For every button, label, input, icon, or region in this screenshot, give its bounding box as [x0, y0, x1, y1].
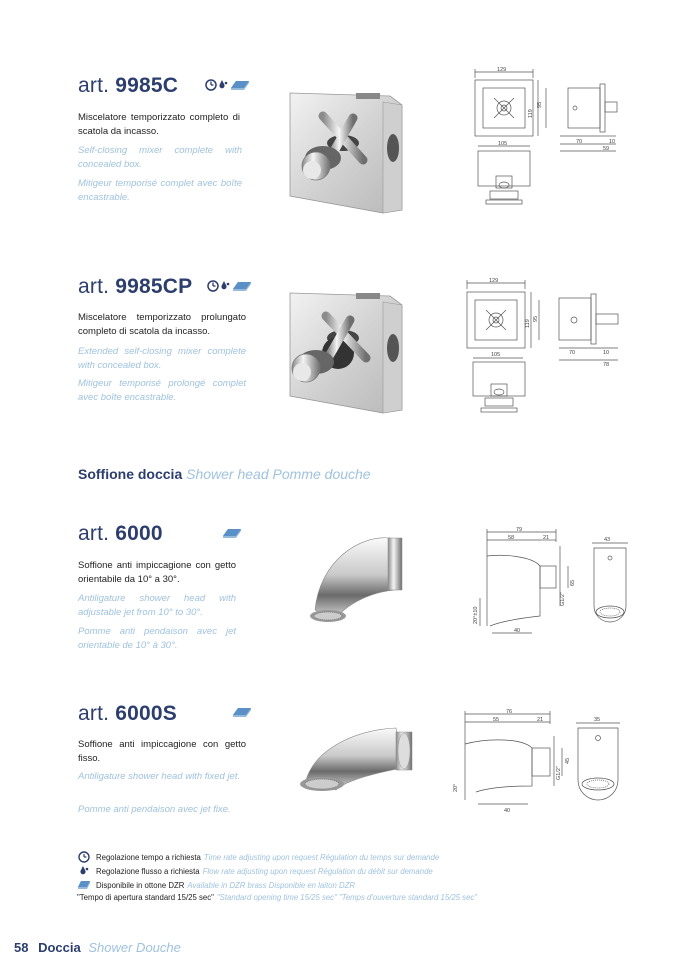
- dim-label: 129: [497, 67, 507, 73]
- page-footer: [14, 940, 181, 955]
- feature-icons: [205, 78, 251, 92]
- dim-label: 21: [543, 535, 550, 541]
- dim-label: 78: [603, 362, 610, 368]
- dim-label: 21: [537, 717, 544, 723]
- timer-icon: [208, 281, 218, 291]
- flow-icon: [219, 80, 227, 88]
- brass-icon: [233, 282, 251, 291]
- dim-label: 105: [498, 141, 508, 147]
- dim-label: G1/2": [556, 766, 562, 780]
- dim-label: 95: [537, 101, 543, 108]
- dim-label: 10: [603, 350, 610, 356]
- description-en: Antiligature shower head with fixed jet.: [78, 771, 241, 782]
- description-it: Soffione anti impiccagione con getto fisso.: [78, 739, 246, 764]
- timer-icon: [206, 80, 216, 90]
- technical-drawing-6000s: [448, 708, 633, 813]
- dim-label: 20°: [453, 783, 459, 792]
- technical-drawing-9985cp: [463, 276, 633, 426]
- dim-label: 95: [533, 315, 539, 322]
- footer-section-translation: Shower Douche: [88, 940, 181, 955]
- dim-label: 20°±10: [473, 606, 479, 624]
- brass-icon: [222, 528, 242, 540]
- description-fr: Pomme anti pendaison avec jet fixe.: [78, 804, 231, 815]
- product-title-6000s: art. 6000S: [78, 702, 177, 725]
- page-number: 58: [14, 940, 29, 955]
- flow-icon: [77, 865, 91, 877]
- brass-icon: [231, 81, 249, 90]
- description-it: Soffione anti impiccagione con getto orientabile da 10° a 30°.: [78, 560, 236, 585]
- dim-label: G1/2": [560, 592, 566, 606]
- dim-label: 40: [504, 808, 511, 813]
- legend-row-opening-time: "Tempo di apertura standard 15/25 sec" "Standard opening time 15/25 sec" "Temps d'ouverture standard 15/25 sec": [77, 893, 478, 902]
- description-it: Miscelatore temporizzato completo di scatola da incasso.: [78, 112, 240, 137]
- legend-row-flow: Regolazione flusso a richiesta Flow rate adjusting upon request Régulation du débit sur demande: [77, 865, 433, 877]
- dim-label: 65: [570, 579, 576, 586]
- product-photo-6000: [300, 530, 420, 630]
- product-title-6000: art. 6000: [78, 522, 163, 545]
- product-title-9985cp: art. 9985CP: [78, 275, 193, 298]
- dim-label: 10: [609, 139, 616, 145]
- description-fr: Pomme anti pendaison avec jet orientable de 10° à 30°.: [78, 626, 236, 651]
- dim-label: 105: [491, 352, 501, 358]
- dim-label: 45: [565, 757, 571, 764]
- dim-label: 58: [508, 535, 515, 541]
- legend-row-brass: Disponibile in ottone DZR Available in DZR brass Disponible en laiton DZR: [77, 879, 355, 891]
- product-photo-6000s: [296, 718, 426, 798]
- description-en: Antiligature shower head with adjustable jet from 10° to 30°.: [78, 593, 236, 618]
- dim-label: 35: [594, 717, 601, 723]
- dim-label: 76: [506, 709, 513, 715]
- description-it: Miscelatore temporizzato prolungato completo di scatola da incasso.: [78, 312, 246, 337]
- flow-icon: [221, 281, 229, 289]
- technical-drawing-6000: [462, 526, 632, 641]
- dim-label: 43: [604, 537, 611, 543]
- description-fr: Mitigeur temporisé complet avec boîte encastrable.: [78, 178, 242, 203]
- description-en: Self-closing mixer complete with concealed box.: [78, 145, 242, 170]
- timer-icon: [77, 851, 91, 863]
- product-title-9985c: art. 9985C: [78, 74, 179, 97]
- technical-drawing-9985c: [470, 66, 630, 221]
- dim-label: 70: [569, 350, 576, 356]
- section-heading: Soffione doccia Shower head Pomme douche: [78, 466, 371, 482]
- feature-icons: [207, 279, 253, 293]
- brass-icon: [77, 879, 91, 891]
- legend-row-timer: Regolazione tempo a richiesta Time rate adjusting upon request Régulation du temps sur demande: [77, 851, 439, 863]
- dim-label: 55: [493, 717, 500, 723]
- brass-icon: [232, 707, 252, 719]
- dim-label: 79: [516, 527, 523, 533]
- dim-label: 119: [528, 109, 534, 118]
- dim-label: 40: [514, 628, 521, 634]
- footer-section: Doccia: [38, 940, 81, 955]
- dim-label: 70: [576, 139, 583, 145]
- product-photo-9985cp: [268, 288, 428, 418]
- description-fr: Mitigeur temporisé prolongé complet avec boîte encastrable.: [78, 378, 246, 403]
- dim-label: 119: [525, 319, 531, 328]
- description-en: Extended self-closing mixer complete with concealed box.: [78, 346, 246, 371]
- product-photo-9985c: [268, 88, 428, 218]
- dim-label: 129: [489, 278, 499, 284]
- dim-label: 59: [603, 146, 610, 152]
